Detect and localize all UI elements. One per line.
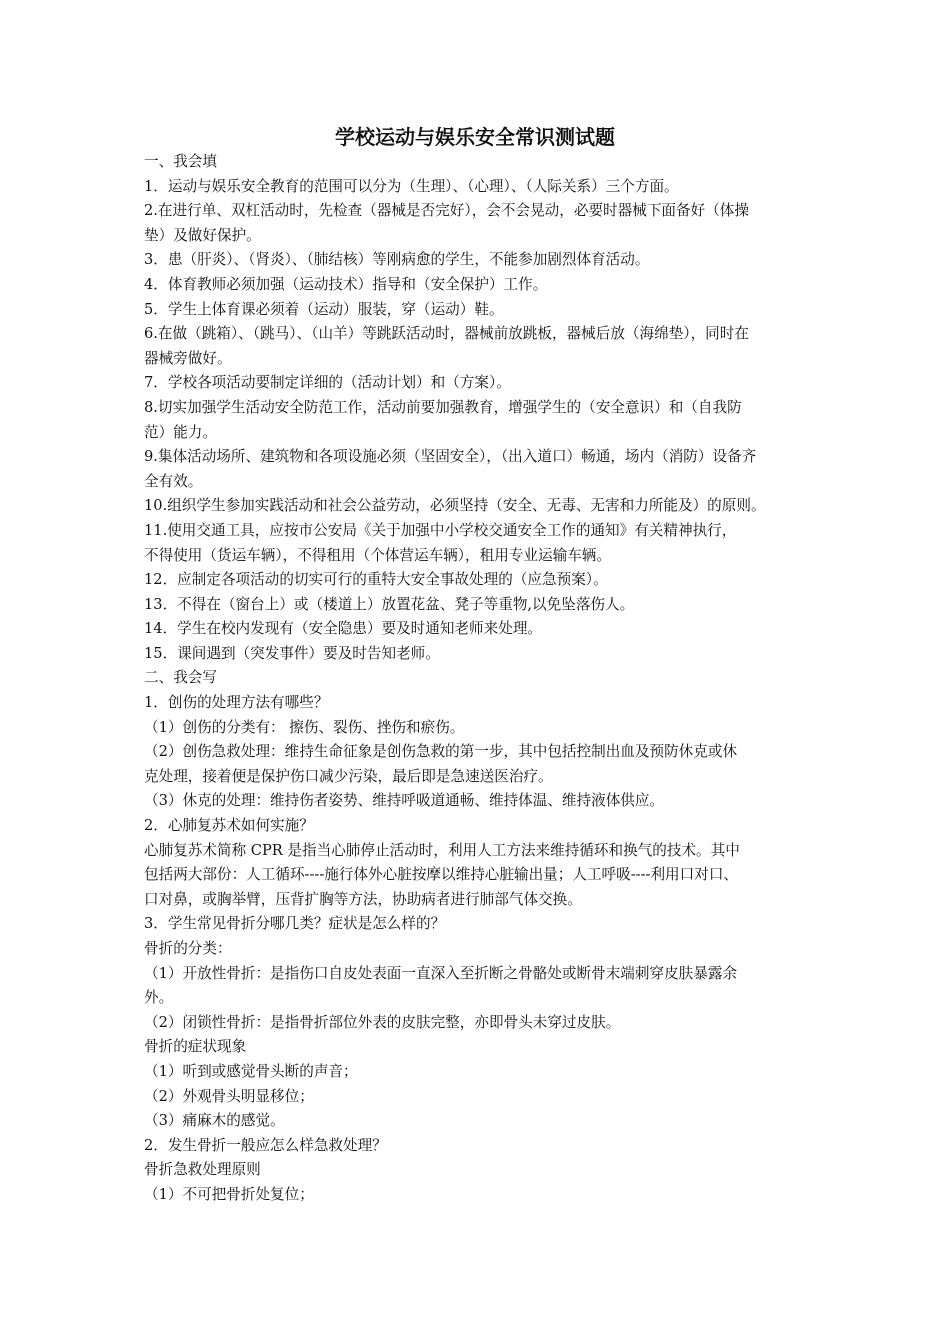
text-line: 2．发生骨折一般应怎么样急救处理？ [144, 1136, 387, 1154]
paragraph [144, 298, 824, 323]
paragraph [144, 1109, 824, 1134]
text-line: 口对鼻，或胸举臂，压背扩胸等方法，协助病者进行肺部气体交换。 [144, 890, 582, 908]
document-title: 学校运动与娱乐安全常识测试题 [335, 125, 615, 149]
text-line: （2）创伤急救处理：维持生命征象是创伤急救的第一步，其中包括控制出血及预防休克或休 [144, 743, 738, 761]
text-line: 器械旁做好。 [144, 349, 232, 367]
paragraph [144, 617, 824, 642]
paragraph [144, 494, 824, 519]
paragraph [144, 1060, 824, 1085]
paragraph [144, 593, 824, 618]
text-line: 包括两大部份：人工循环----施行体外心脏按摩以维持心脏输出量；人工呼吸----利用口对口、 [144, 866, 739, 884]
text-line: （1）开放性骨折：是指伤口自皮处表面一直深入至折断之骨骼处或断骨末端刺穿皮肤暴露余 [144, 964, 738, 982]
text-line: 5．学生上体育课必须着（运动）服装，穿（运动）鞋。 [144, 300, 504, 318]
text-line: 不得使用（货运车辆），不得租用（个体营运车辆），租用专业运输车辆。 [144, 546, 611, 564]
paragraph [144, 962, 824, 1011]
text-line: 1．创伤的处理方法有哪些？ [144, 694, 329, 712]
text-line: 2.在进行单、双杠活动时，先检查（器械是否完好），会不会晃动，必要时器械下面备好（体操 [144, 202, 749, 220]
paragraph [144, 789, 824, 814]
paragraph [144, 199, 824, 248]
text-line: 11.使用交通工具，应按市公安局《关于加强中小学校交通安全工作的通知》有关精神执行， [144, 521, 737, 539]
text-line: 7．学校各项活动要制定详细的（活动计划）和（方案）。 [144, 374, 511, 392]
text-line: 外。 [144, 989, 174, 1007]
paragraph [144, 568, 824, 593]
text-line: 一、我会填 [144, 153, 217, 170]
paragraph [144, 1158, 824, 1183]
paragraph [144, 445, 824, 494]
text-line: 心肺复苏术简称 CPR 是指当心肺停止活动时，利用人工方法来维持循环和换气的技术。其中 [144, 841, 740, 859]
paragraph [144, 175, 824, 200]
document-body [144, 150, 824, 1208]
text-line: （3）休克的处理：维持伤者姿势、维持呼吸道通畅、维持体温、维持液体供应。 [144, 792, 665, 810]
text-line: （1）不可把骨折处复位； [144, 1185, 314, 1203]
text-line: （1）听到或感觉骨头断的声音； [144, 1062, 358, 1080]
paragraph [144, 814, 824, 839]
text-line: 9.集体活动场所、建筑物和各项设施必须（坚固安全），（出入道口）畅通，场内（消防）设备齐 [144, 448, 757, 466]
text-line: （1）创伤的分类有： 擦伤、裂伤、挫伤和瘀伤。 [144, 718, 465, 736]
text-line: 12．应制定各项活动的切实可行的重特大安全事故处理的（应急预案）。 [144, 571, 608, 589]
paragraph [144, 1011, 824, 1036]
paragraph [144, 396, 824, 445]
paragraph [144, 322, 824, 371]
paragraph [144, 371, 824, 396]
text-line: 全有效。 [144, 472, 203, 490]
text-line: 骨折急救处理原则 [144, 1161, 261, 1179]
paragraph [144, 716, 824, 741]
text-line: （2）外观骨头明显移位； [144, 1087, 314, 1105]
text-line: 骨折的症状现象 [144, 1038, 247, 1056]
text-line: 1．运动与娱乐安全教育的范围可以分为（生理）、（心理）、（人际关系）三个方面。 [144, 177, 679, 195]
text-line: 6.在做（跳箱）、（跳马）、（山羊）等跳跃活动时，器械前放跳板，器械后放（海绵垫），同时在 [144, 325, 749, 343]
text-line: 15．课间遇到（突发事件）要及时告知老师。 [144, 644, 440, 662]
text-line: 3．患（肝炎）、（肾炎）、（肺结核）等刚病愈的学生，不能参加剧烈体育活动。 [144, 251, 650, 269]
paragraph [144, 937, 824, 962]
paragraph [144, 248, 824, 273]
paragraph [144, 740, 824, 789]
paragraph [144, 273, 824, 298]
paragraph [144, 150, 824, 175]
paragraph [144, 1035, 824, 1060]
text-line: 2．心肺复苏术如何实施？ [144, 817, 314, 835]
paragraph [144, 1183, 824, 1208]
text-line: 克处理，接着便是保护伤口减少污染，最后即是急速送医治疗。 [144, 767, 553, 785]
paragraph [144, 839, 824, 913]
text-line: 二、我会写 [144, 669, 217, 687]
text-line: 14．学生在校内发现有（安全隐患）要及时通知老师来处理。 [144, 620, 543, 638]
paragraph [144, 1134, 824, 1159]
text-line: （3）痛麻木的感觉。 [144, 1112, 285, 1130]
text-line: 骨折的分类： [144, 940, 232, 957]
text-line: 3．学生常见骨折分哪几类？症状是怎么样的？ [144, 915, 446, 933]
text-line: 8.切实加强学生活动安全防范工作，活动前要加强教育，增强学生的（安全意识）和（自我防 [144, 398, 742, 416]
text-line: 垫）及做好保护。 [144, 226, 261, 244]
text-line: 范）能力。 [144, 423, 217, 441]
text-line: 4．体育教师必须加强（运动技术）指导和（安全保护）工作。 [144, 275, 548, 293]
paragraph [144, 642, 824, 667]
paragraph [144, 666, 824, 691]
text-line: 13．不得在（窗台上）或（楼道上）放置花盆、凳子等重物,以免坠落伤人。 [144, 595, 635, 613]
paragraph [144, 691, 824, 716]
text-line: （2）闭锁性骨折：是指骨折部位外表的皮肤完整，亦即骨头未穿过皮肤。 [144, 1013, 621, 1031]
paragraph [144, 519, 824, 568]
paragraph [144, 1085, 824, 1110]
text-line: 10.组织学生参加实践活动和社会公益劳动，必须坚持（安全、无毒、无害和力所能及）的原则。 [144, 497, 766, 515]
paragraph [144, 912, 824, 937]
